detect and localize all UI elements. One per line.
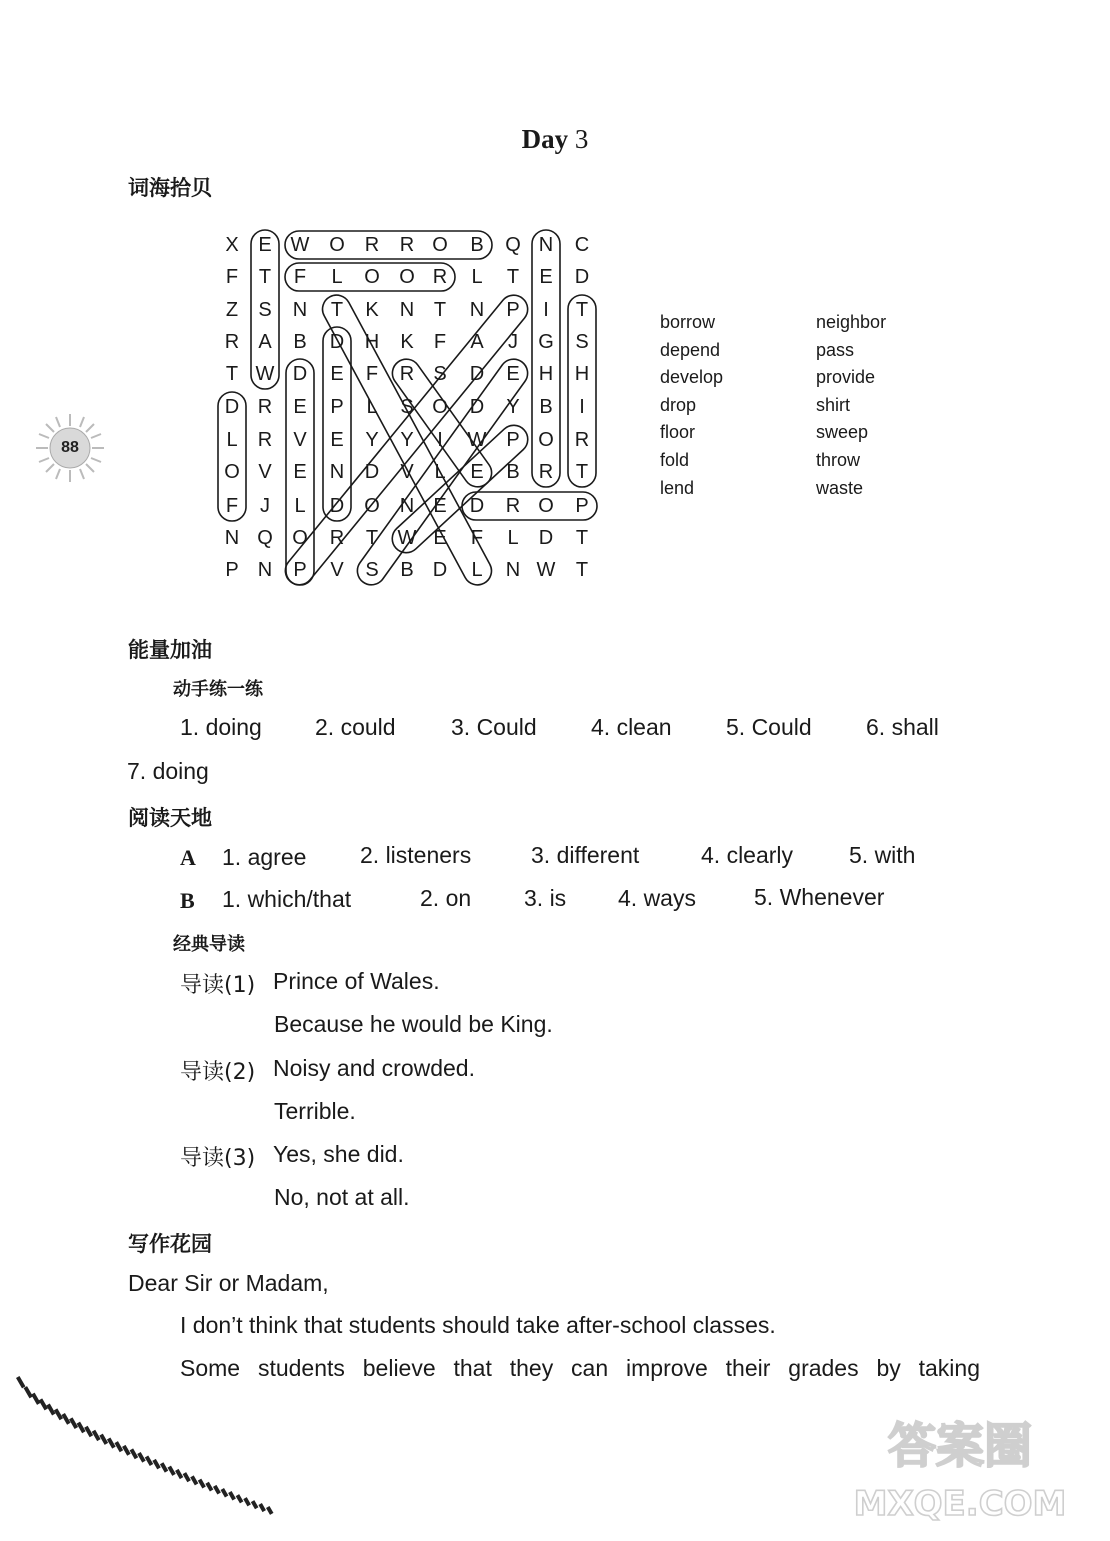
grid-cell: A	[470, 331, 484, 353]
grid-cell: T	[258, 266, 272, 288]
grid-cell: S	[400, 396, 414, 418]
grid-cell: R	[574, 429, 590, 451]
grid-cell: Y	[365, 429, 379, 451]
grid-cell: O	[399, 266, 415, 288]
grid-cell: N	[469, 299, 485, 321]
grid-cell: R	[505, 495, 521, 517]
grid-cell: O	[292, 527, 308, 549]
grid-cell: R	[364, 234, 380, 256]
grid-cell: D	[329, 495, 345, 517]
grid-cell: E	[258, 234, 272, 256]
section-energy-heading: 能量加油	[128, 638, 212, 662]
grid-cell: R	[432, 266, 448, 288]
grid-cell: P	[293, 559, 307, 581]
grid-cell: R	[257, 396, 273, 418]
grid-cell: F	[225, 266, 239, 288]
grid-cell: L	[226, 429, 238, 451]
grid-cell: L	[471, 559, 483, 581]
grid-cell: L	[331, 266, 343, 288]
practice-answer-1: 1. doing	[180, 714, 262, 740]
grid-cell: D	[469, 495, 485, 517]
grid-cell: E	[330, 363, 344, 385]
grid-cell: O	[224, 461, 240, 483]
word-list-item: provide	[816, 367, 876, 388]
grid-cell: V	[293, 429, 307, 451]
grid-cell: J	[260, 495, 270, 517]
classic-label-2: 导读(2)	[180, 1060, 256, 1085]
section-vocab-heading: 词海拾贝	[128, 176, 212, 200]
grid-cell: F	[433, 331, 447, 353]
grid-cell: I	[579, 396, 585, 418]
classic-3-line-1: Yes, she did.	[273, 1141, 404, 1167]
word-list-item: floor	[660, 422, 696, 443]
grid-cell: E	[539, 266, 553, 288]
word-list-item: pass	[816, 339, 855, 360]
grid-cell: E	[293, 396, 307, 418]
grid-cell: W	[467, 429, 487, 451]
word-list-item: drop	[660, 394, 697, 415]
grid-cell: T	[225, 363, 239, 385]
word-list-item: waste	[816, 477, 864, 498]
grid-cell: L	[294, 495, 306, 517]
classic-1-line-1: Prince of Wales.	[273, 968, 440, 994]
grid-cell: D	[224, 396, 240, 418]
grid-cell: T	[506, 266, 520, 288]
grid-cell: D	[292, 363, 308, 385]
word-list-item: develop	[660, 367, 724, 388]
grid-cell: S	[575, 331, 589, 353]
word-search-grid	[215, 228, 615, 588]
classic-2-line-1: Noisy and crowded.	[273, 1055, 475, 1081]
writing-salutation: Dear Sir or Madam,	[128, 1270, 329, 1296]
grid-cell: N	[292, 299, 308, 321]
grid-cell: B	[293, 331, 307, 353]
grid-cell: L	[471, 266, 483, 288]
watermark-logo-icon	[853, 1400, 1067, 1530]
grid-cell: K	[400, 331, 414, 353]
page-title: Day 3	[521, 124, 589, 154]
grid-cell: N	[399, 495, 415, 517]
grid-cell: K	[365, 299, 379, 321]
grid-cell: L	[434, 461, 446, 483]
grid-cell: W	[255, 363, 275, 385]
grid-cell: I	[437, 429, 443, 451]
reading-a-answer-3: 3. different	[531, 842, 640, 868]
reading-a-answer-2: 2. listeners	[360, 842, 472, 868]
watermark	[853, 1400, 1067, 1530]
grid-cell: F	[470, 527, 484, 549]
grid-cell: W	[290, 234, 310, 256]
reading-a-answer-1: 1. agree	[222, 844, 307, 870]
word-list-item: shirt	[816, 394, 851, 415]
grid-cell: E	[433, 527, 447, 549]
grid-cell: D	[469, 396, 485, 418]
grid-cell: E	[293, 461, 307, 483]
grid-cell: N	[257, 559, 273, 581]
grid-cell: T	[575, 299, 589, 321]
grid-cell: P	[330, 396, 344, 418]
grid-cell: A	[258, 331, 272, 353]
grid-cell: Q	[505, 234, 521, 256]
word-list-item: sweep	[816, 422, 869, 443]
grid-cell: G	[538, 331, 554, 353]
word-list-item: borrow	[660, 312, 716, 332]
decorative-dash-icon	[8, 1360, 288, 1536]
reading-a-answer-4: 4. clearly	[701, 842, 794, 868]
grid-cell: E	[506, 363, 520, 385]
grid-cell: N	[505, 559, 521, 581]
practice-answer-5: 5. Could	[726, 714, 812, 740]
grid-cell: B	[506, 461, 520, 483]
reading-b-answer-2: 2. on	[420, 885, 472, 911]
grid-cell: N	[329, 461, 345, 483]
decorative-corner	[8, 1360, 288, 1536]
grid-cell: R	[399, 363, 415, 385]
page-number: 88	[61, 439, 79, 456]
reading-b-label: B	[180, 888, 195, 913]
practice-heading: 动手练一练	[173, 679, 263, 700]
word-list-item: throw	[816, 450, 861, 470]
classic-1-line-2: Because he would be King.	[274, 1011, 553, 1037]
page-number-badge	[34, 412, 106, 484]
grid-cell: H	[538, 363, 554, 385]
section-reading-heading: 阅读天地	[128, 806, 212, 830]
practice-answer-7: 7. doing	[127, 758, 209, 784]
grid-cell: S	[433, 363, 447, 385]
grid-cell: F	[293, 266, 307, 288]
practice-answer-6: 6. shall	[866, 714, 939, 740]
grid-cell: Y	[400, 429, 414, 451]
classic-label-1: 导读(1)	[180, 973, 256, 998]
grid-cell: R	[399, 234, 415, 256]
classic-3-line-2: No, not at all.	[274, 1184, 410, 1210]
grid-cell: S	[258, 299, 272, 321]
grid-cell: O	[432, 234, 448, 256]
grid-cell: R	[329, 527, 345, 549]
watermark-top-text: 答案圈	[887, 1418, 1033, 1474]
grid-cell: C	[574, 234, 590, 256]
watermark-bottom-text: MXQE.COM	[853, 1484, 1067, 1524]
grid-cell: O	[329, 234, 345, 256]
grid-cell: E	[433, 495, 447, 517]
grid-cell: D	[364, 461, 380, 483]
grid-cell: D	[538, 527, 554, 549]
grid-cell: R	[538, 461, 554, 483]
grid-cell: N	[224, 527, 240, 549]
grid-cell: V	[400, 461, 414, 483]
word-list-item: fold	[660, 450, 690, 470]
grid-cell: N	[538, 234, 554, 256]
grid-cell: O	[364, 495, 380, 517]
grid-cell: Z	[225, 299, 239, 321]
grid-cell: D	[432, 559, 448, 581]
practice-answer-4: 4. clean	[591, 714, 672, 740]
grid-cell: P	[506, 429, 520, 451]
grid-cell: H	[574, 363, 590, 385]
grid-cell: W	[536, 559, 556, 581]
grid-cell: T	[433, 299, 447, 321]
classic-2-line-2: Terrible.	[274, 1098, 356, 1124]
reading-b-answer-4: 4. ways	[618, 885, 696, 911]
grid-cell: I	[543, 299, 549, 321]
grid-cell: J	[508, 331, 518, 353]
grid-cell: V	[330, 559, 344, 581]
writing-line-1: I don’t think that students should take after-school classes.	[180, 1312, 776, 1338]
classic-label-3: 导读(3)	[180, 1146, 256, 1171]
grid-cell: V	[258, 461, 272, 483]
grid-cell: B	[400, 559, 414, 581]
practice-answer-2: 2. could	[315, 714, 396, 740]
grid-cell: P	[225, 559, 239, 581]
grid-cell: Q	[257, 527, 273, 549]
word-list-item: depend	[660, 339, 721, 360]
grid-cell: O	[538, 429, 554, 451]
grid-cell: E	[470, 461, 484, 483]
grid-cell: O	[432, 396, 448, 418]
grid-cell: P	[575, 495, 589, 517]
grid-cell: X	[225, 234, 239, 256]
practice-answer-3: 3. Could	[451, 714, 537, 740]
grid-cell: R	[257, 429, 273, 451]
grid-cell: E	[330, 429, 344, 451]
grid-cell: Y	[506, 396, 520, 418]
grid-cell: T	[330, 299, 344, 321]
grid-cell: T	[575, 559, 589, 581]
grid-cell: B	[470, 234, 484, 256]
grid-cell: D	[329, 331, 345, 353]
grid-cell: T	[575, 527, 589, 549]
reading-a-label: A	[180, 845, 196, 870]
grid-cell: L	[507, 527, 519, 549]
reading-a-answer-5: 5. with	[849, 842, 916, 868]
classic-heading: 经典导读	[173, 934, 245, 955]
grid-cell: O	[364, 266, 380, 288]
section-writing-heading: 写作花园	[128, 1232, 212, 1256]
grid-cell: T	[365, 527, 379, 549]
grid-cell: D	[469, 363, 485, 385]
reading-b-answer-1: 1. which/that	[222, 886, 352, 912]
grid-cell: H	[364, 331, 380, 353]
grid-cell: T	[575, 461, 589, 483]
grid-cell: S	[365, 559, 379, 581]
reading-b-answer-3: 3. is	[524, 885, 567, 911]
grid-cell: P	[506, 299, 520, 321]
grid-cell: F	[365, 363, 379, 385]
writing-line-2: Some students believe that they can improve their grades by taking	[180, 1355, 980, 1381]
grid-cell: W	[397, 527, 417, 549]
grid-cell: N	[399, 299, 415, 321]
grid-cell: R	[224, 331, 240, 353]
word-list	[660, 312, 910, 512]
grid-cell: B	[539, 396, 553, 418]
grid-cell: D	[574, 266, 590, 288]
word-list-item: neighbor	[816, 312, 887, 332]
grid-cell: F	[225, 495, 239, 517]
grid-cell: O	[538, 495, 554, 517]
reading-b-answer-5: 5. Whenever	[754, 884, 885, 910]
word-list-item: lend	[660, 477, 695, 498]
grid-cell: L	[366, 396, 378, 418]
